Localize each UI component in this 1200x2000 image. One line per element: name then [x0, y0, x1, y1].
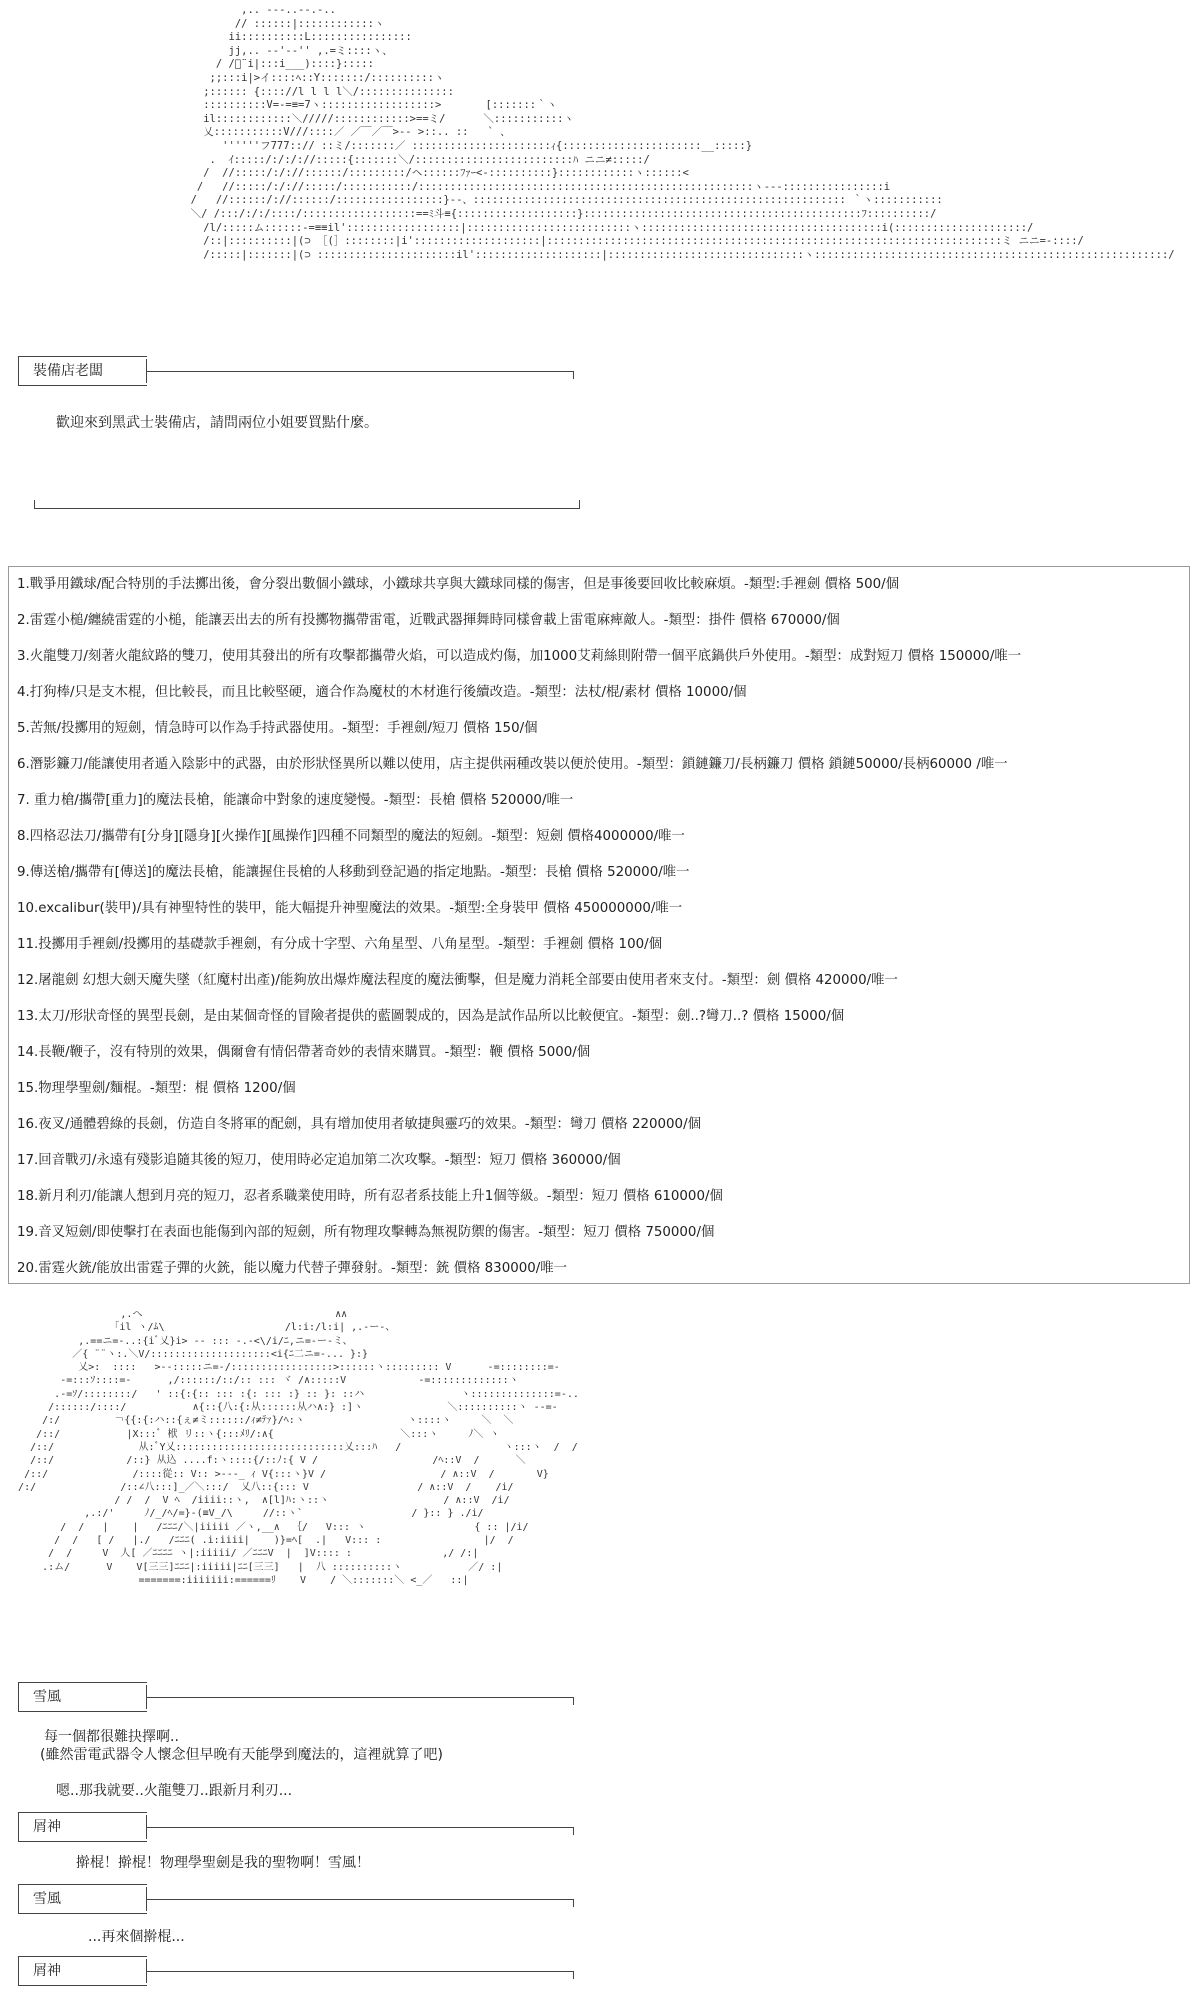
- list-item: 6.潛影鐮刀/能讓使用者遁入陰影中的武器，由於形狀怪異所以難以使用，店主提供兩種改裝以便於使用。-類型：鎖鏈鐮刀/長柄鐮刀 價格 鎖鏈50000/長柄60000 /唯一: [17, 757, 1008, 772]
- speaker-divider: [147, 1827, 574, 1828]
- speaker-name: 屑神: [18, 1956, 147, 1986]
- list-item: 10.excalibur(裝甲)/具有神聖特性的裝甲，能大幅提升神聖魔法的效果。-類型:全身裝甲 價格 450000000/唯一: [17, 901, 683, 916]
- speaker-name: 雪風: [18, 1682, 147, 1712]
- speaker-bar-yukikaze-2: [18, 1884, 574, 1914]
- group-ascii-art: ,.へ ∧∧ ｢il ヽ/ﾑ\ /l:i:/l:i| ,.-ー-、 ,.==ニ=-..:{iﾞ乂}i> -- ::: -.-<\/i/ﾆ,ニ=-ー-ミ、 ／{ ¨¨ヽ:.＼V/::::::::::::::::::::<i{ﾆ二ニ=-... }:} 乂>: :::: >--:::::ニ=-/:::::::::::::::::>::::::ヽ::::::::: V -=::::::::=- -=:::ｿ::::=- ,/::::::/::/:: ::: ヾ /∧:::::V -=:::::::::::::ヽ .-=ｿ/::::::::/ ' ::{:{:: ::: :{: ::: :} :: }: ::ハ ヽ::::::::::::::=-.. /::::::/::::/ ∧{::{八:{:从::::::从ハ∧:} :]ヽ ＼::::::::::ヽ --=- /:/ ￢{{:{:ハ::{ぇ≠ミ::::::/ｨ≠ﾃｧ}/ﾍ:ヽ ヽ::::ヽ ＼ ＼ /::/ |X:::ﾞ 栿 リ::ヽ{:::ﾒﾘ/:∧{ ＼:::ヽ ﾉ＼ ヽ /::/ 从:ﾞY乂::::::::::::::::::::::::::::乂:::ﾊ / ヽ:::ヽ / / /::/ /::} 从込 ....f:ヽ::::{/::ﾉ:{ V / /ﾍ::V / ＼ /::/ /::::從:: V:: >---_ ｨ V{:::ヽ}V / / ∧::V / V} /:/ /::∠八:::]_／＼:::/ 乂八::{::: V / ∧::V / /i/ / / / V ﾍ /iiii::ヽ, ∧[l]ﾊ:ヽ::ヽ / ∧::V /i/ ,.:/' ﾉ/_/ﾍ/=}-(≡V_/\ //::ヽ` / }:: } ./i/ / / | | /ﾆﾆﾆ/＼|iiiii ／ヽ,__∧ ｛/ V::: ヽ { :: |/i/ / / [ / |./ /ﾆﾆﾆ( .i:iiii| )}=ﾍ[ .| V::: : |/ / / / V 人[ ／ﾆﾆﾆﾆ ヽ|:iiiii/ ／ﾆﾆﾆV | ]V:::: : ,/ /:| .:ム/ V V[三三]ﾆﾆﾆ|:iiiii|ﾆﾆ[三三] | 八 ::::::::::ヽ ／/ :| =======:iiiiiii:======ﾘ V / ＼:::::::＼ <_／ ::|: [18, 1309, 579, 1586]
- item-list: [17, 575, 1181, 1295]
- dialogue-bracket-bottom: [34, 500, 580, 509]
- item-list-panel: [8, 566, 1190, 1284]
- kusogami-dialogue: 擀棍！擀棍！物理學聖劍是我的聖物啊！雪風！: [76, 1855, 370, 1871]
- list-item: 20.雷霆火銃/能放出雷霆子彈的火銃，能以魔力代替子彈發射。-類型：銃 價格 830000/唯一: [17, 1261, 568, 1276]
- shopkeeper-ascii-art: ,.. -‐-..-‐.-.. // ::::::|::::::::::::ヽ ii::::::::::L:::::::::::::::: jj,.. --'‐‐'' ,.=ミ::::ヽ、 / /ﾞ¨i|:::i___)::::}::::: ;;:::i|>イ::::ﾍ::Y:::::::/::::::::::ヽ ;:::::: {:::://l l l l＼/::::::::::::::: ::::::::::V=-=≡=7ヽ::::::::::::::::::> [:::::::｀ヽ il::::::::::::＼/////::::::::::::>==ミ/ ＼:::::::::::ヽ 乂:::::::::::V///::::／ ／￣／￣>-‐ >::.. :: ` 、 ''''''フ777::// ::ミ/:::::::／ ::::::::::::::::::::::ｨ{::::::::::::::::::::::__:::::} . ｲ:::::/:/:/://:::::{:::::::＼/:::::::::::::::::::::::::ﾊ ニニ≠:::::/ / //:::::/:/://::::::/:::::::::/ヘ::::::ﾌｧｰ<-::::::::::}::::::::::::ヽ::::::< / //:::::/:/://:::::/:::::::::::/:::::::::::::::::::::::::::::::::::::::::::::::::::::ヽ‐--::::::::::::::::i / //::::::/://::::::/:::::::::::::::::}‐-、::::::::::::::::::::::::::::::::::::::::::::::::::::::::::: ｀ヽ::::::::::: ＼/ /:::/:/:/::::/::::::::::::::::::==ﾐ斗≡{:::::::::::::::::::}::::::::::::::::::::::::::::::::::::::::::::ﾌ::::::::::/ /l/:::::ム::::::-=≡≡il'::::::::::::::::::|::::::::::::::::::::::::::ヽ::::::::::::::::::::::::::::::::::::::i(:::::::::::::::::::::/ /::|::::::::::|(⊃ ［(］::::::::|i'::::::::::::::::::::|::::::::::::::::::::::::::::::::::::::::::::::::::::::::::::::::::::::::ミ ニニ=-::::/ /:::::|:::::::|(⊃ ::::::::::::::::::::::il'::::::::::::::::::::|:::::::::::::::::::::::::::::::ヽ::::::::::::::::::::::::::::::::::::::::::::::::::::::::/: [190, 4, 1175, 261]
- list-item: 16.夜叉/通體碧綠的長劍，仿造自冬將軍的配劍，具有增加使用者敏捷與靈巧的效果。-類型：彎刀 價格 220000/個: [17, 1117, 701, 1132]
- list-item: 18.新月利刃/能讓人想到月亮的短刀，忍者系職業使用時，所有忍者系技能上升1個等級。-類型：短刀 價格 610000/個: [17, 1189, 723, 1204]
- list-item: 1.戰爭用鐵球/配合特別的手法擲出後，會分裂出數個小鐵球，小鐵球共享與大鐵球同樣的傷害，但是事後要回收比較麻煩。-類型:手裡劍 價格 500/個: [17, 577, 900, 592]
- speaker-divider: [147, 1899, 574, 1900]
- speaker-name: 裝備店老闆: [18, 356, 147, 386]
- list-item: 5.苦無/投擲用的短劍，情急時可以作為手持武器使用。-類型：手裡劍/短刀 價格 150/個: [17, 721, 538, 736]
- shopkeeper-dialogue: 歡迎來到黑武士裝備店，請問兩位小姐要買點什麼。: [56, 415, 378, 431]
- speaker-bar-kusogami-2: [18, 1956, 574, 1986]
- yukikaze-thought: (雖然雷電武器令人懷念但早晚有天能學到魔法的，這裡就算了吧): [40, 1747, 443, 1763]
- speaker-bar-yukikaze: [18, 1682, 574, 1712]
- speaker-bar-kusogami: [18, 1812, 574, 1842]
- speaker-bar-shopkeeper: [18, 356, 574, 386]
- list-item: 4.打狗棒/只是支木棍，但比較長，而且比較堅硬，適合作為魔杖的木材進行後續改造。-類型：法杖/棍/素材 價格 10000/個: [17, 685, 747, 700]
- yukikaze-dialogue-2: 嗯..那我就要..火龍雙刀..跟新月利刃...: [56, 1783, 293, 1799]
- list-item: 14.長鞭/鞭子，沒有特別的效果，偶爾會有情侶帶著奇妙的表情來購買。-類型：鞭 價格 5000/個: [17, 1045, 591, 1060]
- list-item: 17.回音戰刃/永遠有殘影追隨其後的短刀，使用時必定追加第二次攻擊。-類型：短刀 價格 360000/個: [17, 1153, 621, 1168]
- speaker-divider: [147, 1697, 574, 1698]
- list-item: 3.火龍雙刀/刻著火龍紋路的雙刀，使用其發出的所有攻擊都攜帶火焰，可以造成灼傷，加1000艾莉絲則附帶一個平底鍋供戶外使用。-類型：成對短刀 價格 150000/唯一: [17, 649, 1022, 664]
- list-item: 13.太刀/形狀奇怪的異型長劍，是由某個奇怪的冒險者提供的藍圖製成的，因為是試作品所以比較便宜。-類型：劍..?彎刀..? 價格 15000/個: [17, 1009, 845, 1024]
- yukikaze-dialogue-1: 每一個都很難抉擇啊..: [44, 1729, 179, 1745]
- list-item: 7. 重力槍/攜帶[重力]的魔法長槍，能讓命中對象的速度變慢。-類型：長槍 價格 520000/唯一: [17, 793, 574, 808]
- speaker-name: 屑神: [18, 1812, 147, 1842]
- list-item: 19.音叉短劍/即使擊打在表面也能傷到內部的短劍，所有物理攻擊轉為無視防禦的傷害。-類型：短刀 價格 750000/個: [17, 1225, 715, 1240]
- list-item: 2.雷霆小槌/纏繞雷霆的小槌，能讓丟出去的所有投擲物攜帶雷電，近戰武器揮舞時同樣會載上雷電麻痺敵人。-類型：掛件 價格 670000/個: [17, 613, 840, 628]
- speaker-name: 雪風: [18, 1884, 147, 1914]
- list-item: 12.屠龍劍 幻想大劍天魔失墜（紅魔村出產)/能夠放出爆炸魔法程度的魔法衝擊，但是魔力消耗全部要由使用者來支付。-類型：劍 價格 420000/唯一: [17, 973, 898, 988]
- list-item: 15.物理學聖劍/麵棍。-類型：棍 價格 1200/個: [17, 1081, 296, 1096]
- list-item: 8.四格忍法刀/攜帶有[分身][隱身][火操作][風操作]四種不同類型的魔法的短劍。-類型：短劍 價格4000000/唯一: [17, 829, 685, 844]
- speaker-divider: [147, 371, 574, 372]
- speaker-divider: [147, 1971, 574, 1972]
- list-item: 11.投擲用手裡劍/投擲用的基礎款手裡劍，有分成十字型、六角星型、八角星型。-類型：手裡劍 價格 100/個: [17, 937, 663, 952]
- list-item: 9.傳送槍/攜帶有[傳送]的魔法長槍，能讓握住長槍的人移動到登記過的指定地點。-類型：長槍 價格 520000/唯一: [17, 865, 690, 880]
- yukikaze-dialogue-3: ...再來個擀棍...: [88, 1929, 185, 1945]
